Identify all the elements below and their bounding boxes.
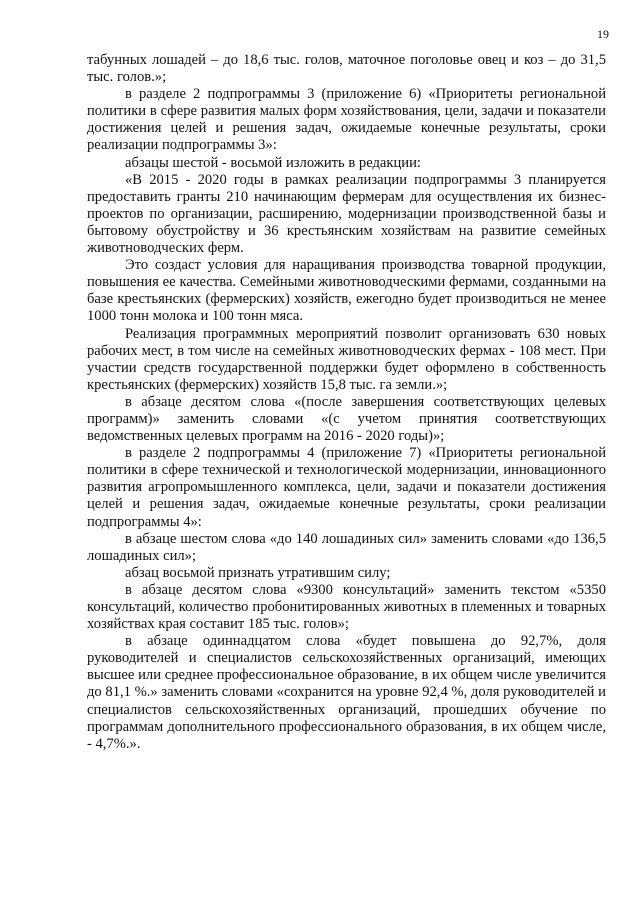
paragraph: в абзаце одиннадцатом слова «будет повышена до 92,7%, доля руководителей и специалистов сельскохозяйственных организаций, имеющих высшее или среднее профессиональное образование, в их общем числе увеличится до 81,1 %.» заменить словами «сохранится на уровне 92,4 %, доля руководителей и специалистов сельскохозяйственных организаций, прошедших обучение по программам дополнительного профессионального образования, в их общем числе, - 4,7%.». bbox=[87, 633, 606, 752]
paragraph: в абзаце десятом слова «9300 консультаций» заменить текстом «5350 консультаций, количество пробонитированных животных в племенных и товарных хозяйствах края составит 185 тыс. голов»; bbox=[87, 581, 606, 633]
paragraph-continuation: табунных лошадей – до 18,6 тыс. голов, маточное поголовье овец и коз – до 31,5 тыс. голов.»; bbox=[87, 52, 606, 86]
paragraph: в абзаце десятом слова «(после завершения соответствующих целевых программ)» заменить словами «(с учетом принятия соответствующих ведомственных целевых программ на 2016 - 2020 годы)»; bbox=[87, 393, 606, 445]
paragraph: Это создаст условия для наращивания производства товарной продукции, повышения ее качества. Семейными животноводческими фермами, созданными на базе крестьянских (фермерских) хозяйств, ежегодно будет производиться не менее 1000 тонн молока и 100 тонн мяса. bbox=[87, 257, 606, 325]
paragraph: «В 2015 - 2020 годы в рамках реализации подпрограммы 3 планируется предоставить гранты 210 начинающим фермерам для осуществления их бизнес-проектов по организации, расширению, модернизации производственной базы и бытовому обустройству и 36 крестьянским хозяйствам на развитие семейных животноводческих ферм. bbox=[87, 171, 606, 257]
paragraph: в разделе 2 подпрограммы 4 (приложение 7) «Приоритеты региональной политики в сфере технической и технологической модернизации, инновационного развития агропромышленного комплекса, цели, задачи и показатели достижения целей и решения задач, ожидаемые конечные результаты, сроки реализации подпрограммы 4»: bbox=[87, 445, 606, 530]
paragraph: абзацы шестой - восьмой изложить в редакции: bbox=[125, 154, 421, 171]
page-number: 19 bbox=[597, 27, 609, 41]
paragraph: Реализация программных мероприятий позволит организовать 630 новых рабочих мест, в том числе на семейных животноводческих фермах - 108 мест. При участии средств государственной поддержки будет оформлено в собственность крестьянских (фермерских) хозяйств 15,8 тыс. га земли.»; bbox=[87, 325, 606, 393]
paragraph: в абзаце шестом слова «до 140 лошадиных сил» заменить словами «до 136,5 лошадиных сил»; bbox=[87, 530, 606, 564]
paragraph: абзац восьмой признать утратившим силу; bbox=[125, 564, 391, 581]
document-body bbox=[87, 52, 606, 753]
paragraph: в разделе 2 подпрограммы 3 (приложение 6) «Приоритеты региональной политики в сфере развития малых форм хозяйствования, цели, задачи и показатели достижения целей и решения задач, ожидаемые конечные результаты, сроки реализации подпрограммы 3»: bbox=[87, 86, 606, 154]
